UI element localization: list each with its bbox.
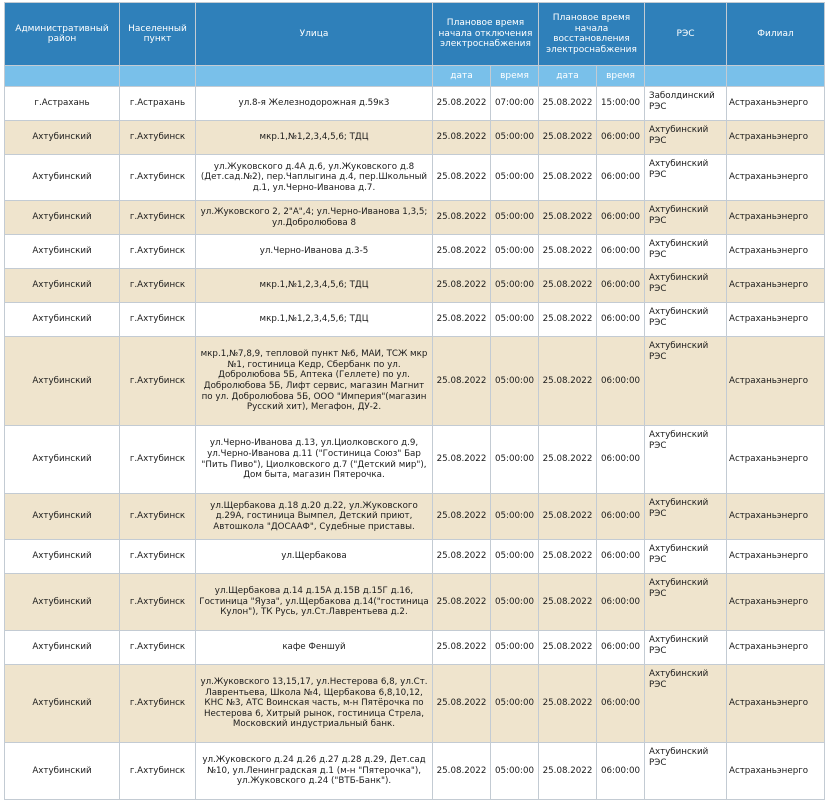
cell-street: ул.Жуковского д.4А д.6, ул.Жуковского д.8 (Дет.сад.№2), пер.Чаплыгина д.4, пер.Школьный д.1, ул.Черно-Иванова д.7. (196, 155, 433, 201)
table-row (5, 87, 825, 121)
cell-district: Ахтубинский (5, 494, 120, 540)
cell-branch: Астраханьэнерго (727, 540, 825, 574)
cell-locality: г.Ахтубинск (120, 303, 196, 337)
cell-start-time: 05:00:00 (491, 201, 539, 235)
cell-branch: Астраханьэнерго (727, 201, 825, 235)
cell-locality: г.Ахтубинск (120, 269, 196, 303)
cell-branch: Астраханьэнерго (727, 574, 825, 631)
subheader-empty (196, 66, 433, 87)
cell-district: Ахтубинский (5, 121, 120, 155)
cell-end-time: 06:00:00 (597, 631, 645, 665)
cell-res: Ахтубинский РЭС (645, 337, 727, 426)
cell-district: Ахтубинский (5, 337, 120, 426)
cell-start-date: 25.08.2022 (433, 303, 491, 337)
cell-end-date: 25.08.2022 (539, 155, 597, 201)
cell-locality: г.Ахтубинск (120, 155, 196, 201)
cell-start-time: 05:00:00 (491, 155, 539, 201)
cell-res: Ахтубинский РЭС (645, 426, 727, 494)
cell-end-time: 06:00:00 (597, 303, 645, 337)
cell-end-time: 06:00:00 (597, 201, 645, 235)
cell-street: ул.Щербакова (196, 540, 433, 574)
subheader-empty (5, 66, 120, 87)
cell-end-date: 25.08.2022 (539, 426, 597, 494)
header-end: Плановое время начала восстановления электроснабжения (539, 3, 645, 66)
cell-start-date: 25.08.2022 (433, 743, 491, 800)
cell-street: мкр.1,№1,2,3,4,5,6; ТДЦ (196, 303, 433, 337)
table-row (5, 631, 825, 665)
cell-branch: Астраханьэнерго (727, 235, 825, 269)
cell-locality: г.Ахтубинск (120, 574, 196, 631)
cell-end-date: 25.08.2022 (539, 269, 597, 303)
table-row (5, 665, 825, 743)
cell-locality: г.Ахтубинск (120, 665, 196, 743)
cell-end-date: 25.08.2022 (539, 494, 597, 540)
cell-end-time: 06:00:00 (597, 574, 645, 631)
cell-start-time: 05:00:00 (491, 540, 539, 574)
cell-start-time: 05:00:00 (491, 121, 539, 155)
cell-street: ул.Черно-Иванова д.3-5 (196, 235, 433, 269)
cell-res: Ахтубинский РЭС (645, 201, 727, 235)
cell-street: ул.Жуковского 13,15,17, ул.Нестерова 6,8, ул.Ст. Лаврентьева, Школа №4, Щербакова 6,8,10,12, КНС №3, АТС Воинская часть, м-н Пятёрочка по Нестерова 6, Хитрый рынок, гостиница Стрела, Московский индустриальный банк. (196, 665, 433, 743)
cell-locality: г.Ахтубинск (120, 540, 196, 574)
cell-branch: Астраханьэнерго (727, 665, 825, 743)
cell-end-time: 06:00:00 (597, 665, 645, 743)
cell-res: Ахтубинский РЭС (645, 540, 727, 574)
cell-street: ул.Щербакова д.18 д.20 д.22, ул.Жуковского д.29А, гостиница Вымпел, Детский приют, Автошкола "ДОСААФ", Судебные приставы. (196, 494, 433, 540)
cell-end-date: 25.08.2022 (539, 303, 597, 337)
cell-end-time: 06:00:00 (597, 743, 645, 800)
cell-district: г.Астрахань (5, 87, 120, 121)
cell-start-time: 05:00:00 (491, 337, 539, 426)
cell-district: Ахтубинский (5, 426, 120, 494)
cell-res: Ахтубинский РЭС (645, 303, 727, 337)
cell-locality: г.Ахтубинск (120, 426, 196, 494)
table-row (5, 201, 825, 235)
cell-street: мкр.1,№1,2,3,4,5,6; ТДЦ (196, 121, 433, 155)
cell-district: Ахтубинский (5, 631, 120, 665)
cell-end-time: 06:00:00 (597, 269, 645, 303)
cell-street: мкр.1,№7,8,9, тепловой пункт №6, МАИ, ТСЖ мкр №1, гостиница Кедр, Сбербанк по ул. Добролюбова 5Б, Аптека (Геллете) по ул. Добролюбова 5Б, Лифт сервис, магазин Магнит по ул. Добролюбова 5Б, ООО "Империя"(магазин Русский хит), Мегафон, ДУ-2. (196, 337, 433, 426)
cell-start-date: 25.08.2022 (433, 235, 491, 269)
cell-start-date: 25.08.2022 (433, 540, 491, 574)
cell-start-time: 05:00:00 (491, 631, 539, 665)
cell-branch: Астраханьэнерго (727, 121, 825, 155)
table-row (5, 426, 825, 494)
subheader-empty (727, 66, 825, 87)
cell-branch: Астраханьэнерго (727, 155, 825, 201)
cell-district: Ахтубинский (5, 540, 120, 574)
cell-start-date: 25.08.2022 (433, 121, 491, 155)
cell-end-time: 06:00:00 (597, 337, 645, 426)
cell-end-date: 25.08.2022 (539, 121, 597, 155)
cell-res: Ахтубинский РЭС (645, 665, 727, 743)
header-branch: Филиал (727, 3, 825, 66)
cell-street: ул.8-я Железнодорожная д.59к3 (196, 87, 433, 121)
table-row (5, 540, 825, 574)
table-row (5, 494, 825, 540)
cell-branch: Астраханьэнерго (727, 269, 825, 303)
cell-end-date: 25.08.2022 (539, 743, 597, 800)
header-row (5, 3, 825, 66)
cell-start-time: 05:00:00 (491, 303, 539, 337)
cell-street: ул.Жуковского 2, 2"А",4; ул.Черно-Иванова 1,3,5; ул.Добролюбова 8 (196, 201, 433, 235)
table-row (5, 235, 825, 269)
cell-branch: Астраханьэнерго (727, 303, 825, 337)
cell-res: Ахтубинский РЭС (645, 574, 727, 631)
header-start: Плановое время начала отключения электроснабжения (433, 3, 539, 66)
cell-street: ул.Щербакова д.14 д.15А д.15В д.15Г д.16, Гостиница "Яуза", ул.Щербакова д.14("гостиница Кулон"), ТК Русь, ул.Ст.Лаврентьева д.2. (196, 574, 433, 631)
table-row (5, 303, 825, 337)
table-row (5, 269, 825, 303)
header-district: Административный район (5, 3, 120, 66)
cell-res: Ахтубинский РЭС (645, 631, 727, 665)
cell-end-time: 06:00:00 (597, 235, 645, 269)
cell-street: ул.Черно-Иванова д.13, ул.Циолковского д.9, ул.Черно-Иванова д.11 ("Гостиница Союз" Бар "Пить Пиво"), Циолковского д.7 ("Детский мир"), Дом быта, магазин Пятерочка. (196, 426, 433, 494)
table-row (5, 574, 825, 631)
cell-start-date: 25.08.2022 (433, 155, 491, 201)
header-locality: Населенный пункт (120, 3, 196, 66)
cell-locality: г.Ахтубинск (120, 743, 196, 800)
cell-start-date: 25.08.2022 (433, 337, 491, 426)
cell-start-time: 05:00:00 (491, 665, 539, 743)
cell-start-date: 25.08.2022 (433, 574, 491, 631)
cell-district: Ахтубинский (5, 235, 120, 269)
table-row (5, 743, 825, 800)
cell-res: Ахтубинский РЭС (645, 121, 727, 155)
cell-res: Ахтубинский РЭС (645, 155, 727, 201)
cell-end-time: 06:00:00 (597, 540, 645, 574)
cell-end-date: 25.08.2022 (539, 87, 597, 121)
table-row (5, 155, 825, 201)
cell-end-time: 06:00:00 (597, 155, 645, 201)
cell-end-date: 25.08.2022 (539, 337, 597, 426)
cell-district: Ахтубинский (5, 743, 120, 800)
cell-street: ул.Жуковского д.24 д.26 д.27 д.28 д.29, Дет.сад №10, ул.Ленинградская д.1 (м-н "Пятерочка"), ул.Жуковского д.24 ("ВТБ-Банк"). (196, 743, 433, 800)
cell-end-time: 06:00:00 (597, 121, 645, 155)
cell-res: Заболдинский РЭС (645, 87, 727, 121)
cell-district: Ахтубинский (5, 303, 120, 337)
table-row (5, 337, 825, 426)
cell-end-time: 06:00:00 (597, 426, 645, 494)
cell-start-date: 25.08.2022 (433, 631, 491, 665)
cell-res: Ахтубинский РЭС (645, 235, 727, 269)
table-body (5, 87, 825, 800)
header-street: Улица (196, 3, 433, 66)
cell-locality: г.Ахтубинск (120, 337, 196, 426)
cell-locality: г.Ахтубинск (120, 494, 196, 540)
subheader-start-time: время (491, 66, 539, 87)
cell-district: Ахтубинский (5, 665, 120, 743)
subheader-end-date: дата (539, 66, 597, 87)
cell-start-date: 25.08.2022 (433, 87, 491, 121)
cell-district: Ахтубинский (5, 201, 120, 235)
subheader-start-date: дата (433, 66, 491, 87)
cell-district: Ахтубинский (5, 155, 120, 201)
cell-district: Ахтубинский (5, 269, 120, 303)
cell-start-date: 25.08.2022 (433, 201, 491, 235)
cell-start-time: 05:00:00 (491, 494, 539, 540)
cell-start-time: 05:00:00 (491, 426, 539, 494)
cell-start-date: 25.08.2022 (433, 426, 491, 494)
cell-start-date: 25.08.2022 (433, 494, 491, 540)
cell-end-time: 06:00:00 (597, 494, 645, 540)
cell-end-date: 25.08.2022 (539, 235, 597, 269)
cell-street: мкр.1,№1,2,3,4,5,6; ТДЦ (196, 269, 433, 303)
cell-locality: г.Ахтубинск (120, 121, 196, 155)
subheader-row (5, 66, 825, 87)
cell-end-time: 15:00:00 (597, 87, 645, 121)
cell-branch: Астраханьэнерго (727, 631, 825, 665)
cell-branch: Астраханьэнерго (727, 494, 825, 540)
cell-end-date: 25.08.2022 (539, 201, 597, 235)
cell-end-date: 25.08.2022 (539, 574, 597, 631)
cell-locality: г.Ахтубинск (120, 631, 196, 665)
cell-locality: г.Ахтубинск (120, 235, 196, 269)
cell-branch: Астраханьэнерго (727, 87, 825, 121)
cell-start-time: 05:00:00 (491, 235, 539, 269)
cell-start-date: 25.08.2022 (433, 665, 491, 743)
cell-res: Ахтубинский РЭС (645, 269, 727, 303)
cell-branch: Астраханьэнерго (727, 337, 825, 426)
cell-end-date: 25.08.2022 (539, 631, 597, 665)
cell-res: Ахтубинский РЭС (645, 743, 727, 800)
subheader-end-time: время (597, 66, 645, 87)
outage-table (4, 2, 825, 800)
cell-res: Ахтубинский РЭС (645, 494, 727, 540)
subheader-empty (120, 66, 196, 87)
cell-end-date: 25.08.2022 (539, 665, 597, 743)
header-res: РЭС (645, 3, 727, 66)
cell-end-date: 25.08.2022 (539, 540, 597, 574)
cell-locality: г.Астрахань (120, 87, 196, 121)
cell-district: Ахтубинский (5, 574, 120, 631)
cell-start-date: 25.08.2022 (433, 269, 491, 303)
cell-branch: Астраханьэнерго (727, 743, 825, 800)
cell-start-time: 05:00:00 (491, 743, 539, 800)
subheader-empty (645, 66, 727, 87)
cell-start-time: 07:00:00 (491, 87, 539, 121)
cell-start-time: 05:00:00 (491, 269, 539, 303)
cell-branch: Астраханьэнерго (727, 426, 825, 494)
cell-street: кафе Феншуй (196, 631, 433, 665)
cell-locality: г.Ахтубинск (120, 201, 196, 235)
table-row (5, 121, 825, 155)
cell-start-time: 05:00:00 (491, 574, 539, 631)
